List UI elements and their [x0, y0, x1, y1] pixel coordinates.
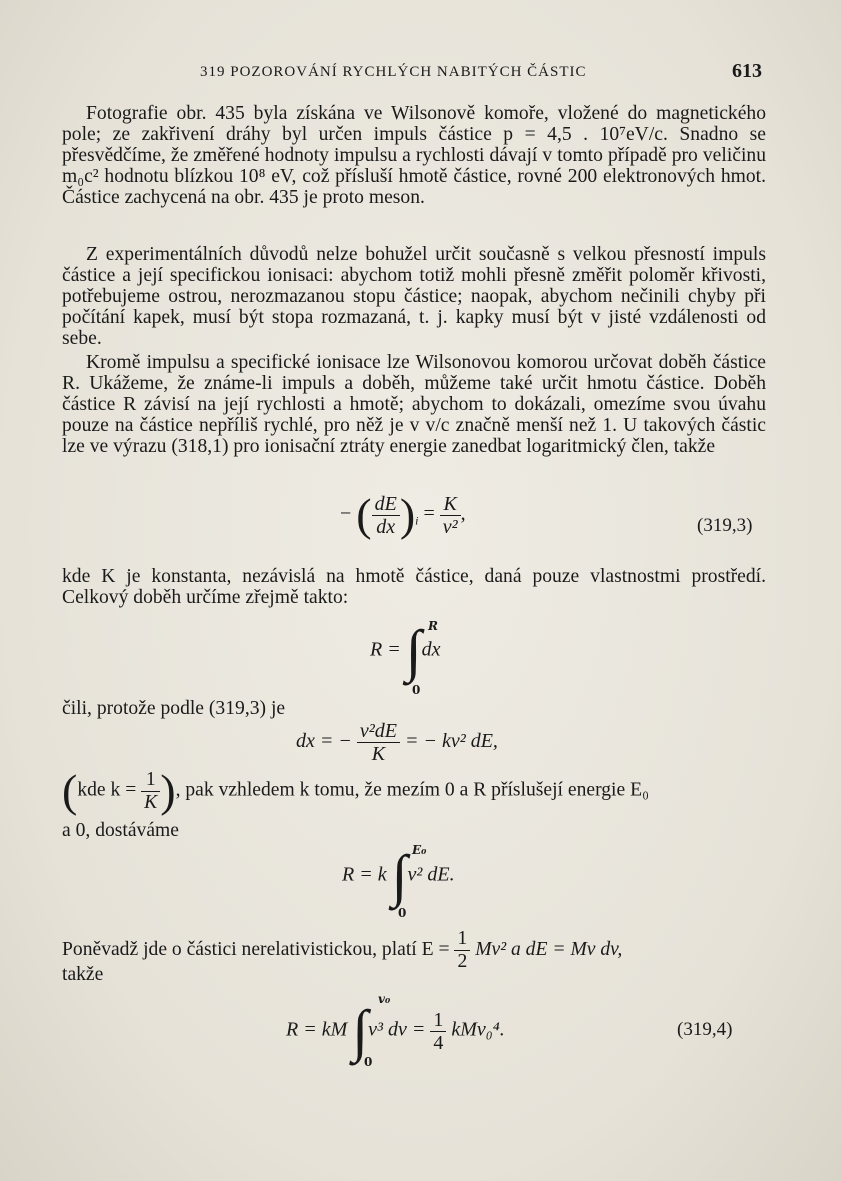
quarter-fraction: [430, 1009, 446, 1054]
frac-den: dx: [376, 515, 396, 538]
eq-rhs: = − kv² dE,: [404, 730, 498, 753]
integral-sign: ∫: [391, 843, 408, 908]
equation-label-319-4: (319,4): [677, 1019, 733, 1040]
eq-dedx-fraction: [372, 493, 400, 538]
equation-range-energy: [342, 843, 455, 908]
equation-319-4: [286, 998, 505, 1063]
k-fraction: [141, 769, 160, 814]
paragraph-7-end: takže: [62, 964, 104, 985]
integral-lower-limit: 0: [364, 1055, 373, 1069]
eq-lhs: R =: [370, 638, 401, 661]
eq-equals: =: [423, 502, 435, 525]
section-title: 319 POZOROVÁNÍ RYCHLÝCH NABITÝCH ČÁSTIC: [200, 64, 587, 80]
integral-lower-limit: 0: [398, 906, 407, 920]
eq-lhs: dx = −: [296, 730, 352, 753]
right-paren: ): [399, 489, 416, 540]
eq-lhs: R = k: [342, 863, 387, 886]
integral-lower-limit: 0: [412, 683, 421, 697]
page-number: 613: [732, 60, 762, 82]
integral-sign: ∫: [405, 618, 422, 683]
paragraph-1: Fotografie obr. 435 byla získána ve Wilsonově komoře, vložené do magnetického pole; ze zakřivení dráhy byl určen impuls částice p = 4,5 . 10⁷eV/c. Snadno se přesvědčíme, že změřené hodnoty impulsu a rychlosti dávají v tomto případě pro veličinu m₀c² hodnotu blízkou 10⁸ eV, což přísluší hmotě částice, rovné 200 elektronových hmot. Částice zachycená na obr. 435 je proto meson.: [62, 103, 766, 208]
eq-end: kMv₀⁴.: [451, 1018, 505, 1041]
integral-upper-limit: v₀: [378, 992, 391, 1006]
right-paren: ): [160, 765, 176, 816]
eq-body: v² dE.: [407, 863, 455, 886]
eq-kv2-fraction: [440, 493, 461, 538]
frac-num: v²dE: [357, 720, 400, 743]
frac-den: 4: [433, 1031, 444, 1054]
paragraph-4: kde K je konstanta, nezávislá na hmotě částice, daná pouze vlastnostmi prostředí. Celkový doběh určíme zřejmě takto:: [62, 566, 766, 608]
equation-label-319-3: (319,3): [697, 515, 753, 536]
p7-text: Poněvadž jde o částici nerelativistickou, platí E =: [62, 939, 450, 960]
left-paren: (: [62, 765, 78, 816]
frac-num: dE: [372, 493, 400, 516]
eq-lhs: R = kM: [286, 1018, 348, 1041]
paragraph-6-line-2: a 0, dostáváme: [62, 820, 179, 841]
eq-subscript: i: [415, 513, 419, 528]
eq-body: dx: [421, 638, 441, 661]
frac-den: 2: [457, 951, 468, 972]
integral-upper-limit: R: [428, 619, 438, 633]
integral-upper-limit: E₀: [412, 843, 427, 857]
frac-num: 1: [141, 769, 160, 792]
integral-sign: ∫: [352, 998, 369, 1063]
frac-den: v²: [442, 515, 458, 538]
frac-num: 1: [454, 928, 470, 951]
kde-text: kde k =: [77, 779, 137, 801]
left-paren: (: [356, 489, 372, 540]
eq-fraction: [357, 720, 400, 765]
eq-minus: −: [340, 502, 352, 525]
equation-dx: [296, 720, 498, 765]
definition-rest: , pak vzhledem k tomu, že mezím 0 a R příslušejí energie E₀: [175, 779, 649, 801]
frac-den: K: [144, 791, 158, 813]
running-header: [190, 62, 770, 86]
paragraph-2: Z experimentálních důvodů nelze bohužel určit současně s velkou přesností impuls částice a její specifickou ionisaci: abychom totiž mohli přesně změřit poloměr křivosti, potřebujeme ostrou, nerozmazanou stopu částice; naopak, abychom nečinili chyby při počítání kapek, musí být stopa rozmazaná, t. j. kapky musí být v jisté vzdálenosti od sebe.: [62, 244, 766, 349]
p7-mid: Mv² a dE = Mv dv,: [475, 939, 623, 960]
equation-319-3: − ( $\frac{dE}{dx}$ )$_i$ = $\frac{K}{\text{v²}}$ ,: [340, 489, 466, 540]
eq-body: v³ dv =: [368, 1018, 426, 1041]
frac-num: K: [440, 493, 461, 516]
paragraph-3: Kromě impulsu a specifické ionisace lze Wilsonovou komorou určovat doběh částice R. Ukážeme, že známe-li impuls a doběh, můžeme také určit hmotu částice. Doběh částice R závisí na její rychlosti a hmotě; abychom to dokázali, omezíme svou úvahu pouze na částice nepříliš rychlé, pro něž je v v/c značně menší než 1. U takových částic lze ve výrazu (318,1) pro ionisační ztráty energie zanedbat logaritmický člen, takže: [62, 352, 766, 457]
definition-line: [62, 765, 649, 816]
frac-den: K: [371, 743, 386, 765]
paragraph-5: čili, protože podle (319,3) je: [62, 698, 286, 719]
frac-num: 1: [430, 1009, 446, 1032]
